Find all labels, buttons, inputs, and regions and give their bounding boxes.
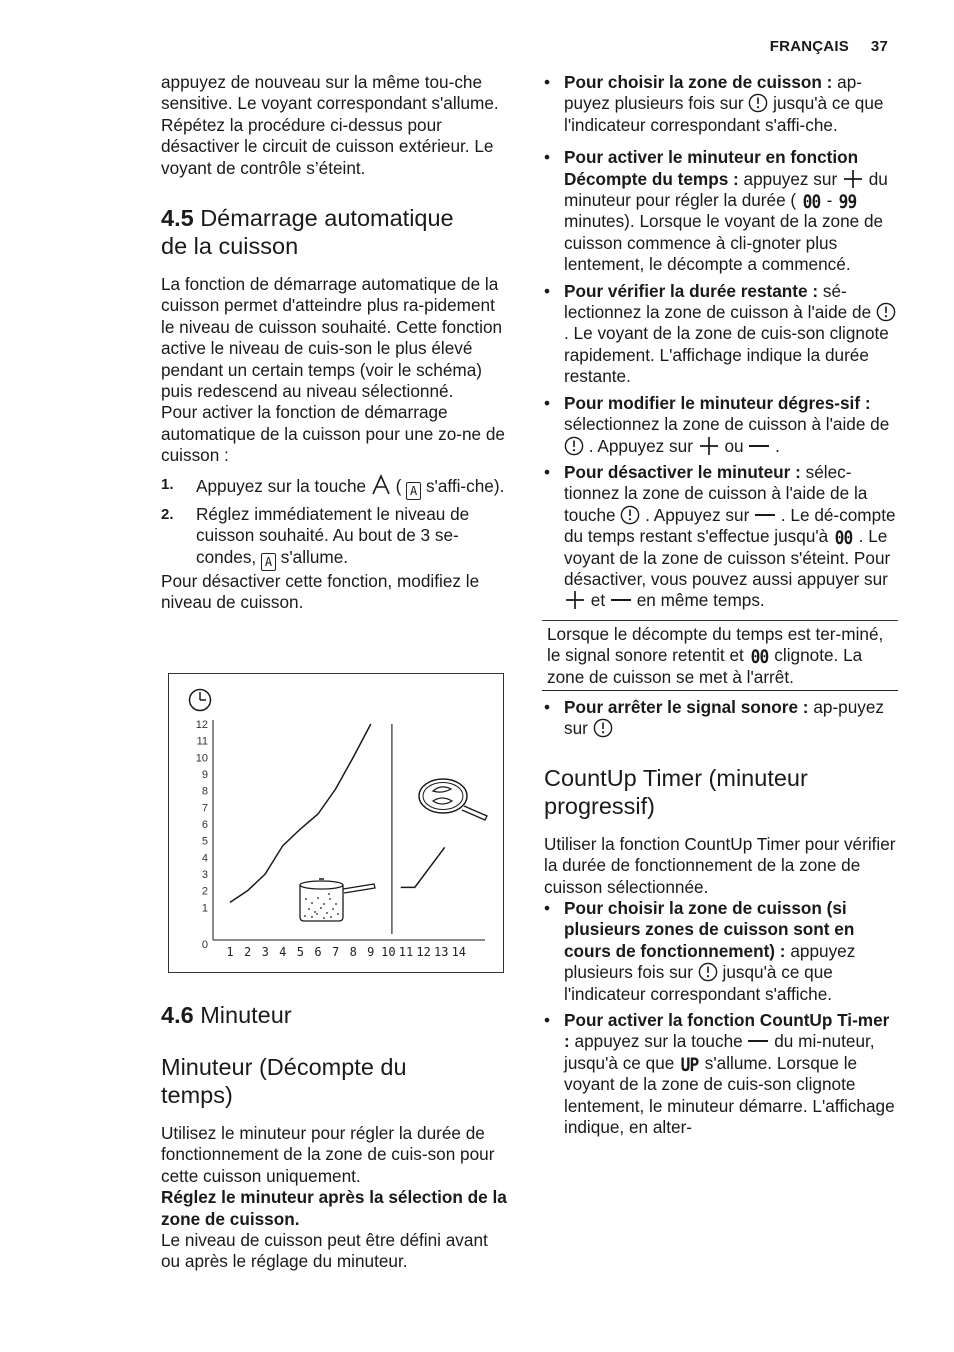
- autostart-steps: [161, 474, 511, 571]
- bullet-text: du mi-nuteur, jusqu'à ce que: [564, 1031, 875, 1073]
- step-text: s'allume.: [280, 546, 349, 567]
- timer-paragraph-1: Utilisez le minuteur pour régler la durée de fonctionnement de la zone de cuis-son pour cette cuisson uniquement.: [161, 1123, 495, 1186]
- step-number: 2.: [161, 505, 174, 523]
- step-1: [161, 474, 511, 500]
- bullet-text: s'allume. Lorsque le voyant de la zone de cuis-son clignote lentement, le minuteur démarre. L'affichage indique, en alter-: [564, 1052, 895, 1138]
- y-tick-label: 9: [201, 769, 208, 781]
- autostart-paragraph-1: La fonction de démarrage automatique de la cuisson permet d'atteindre plus ra-pidement le niveau de cuisson souhaité. Cette fonction active le niveau de cuis-son le plus élevé pendant un certain temps (voir le schéma) puis redescend au niveau sélectionné.: [161, 274, 503, 402]
- x-tick-label: 13: [433, 945, 449, 959]
- display-99: 99: [838, 191, 857, 214]
- y-tick-label: 3: [201, 869, 208, 881]
- heading-line1: CountUp Timer (minuteur: [544, 764, 808, 791]
- y-tick-label: 0: [201, 939, 208, 951]
- right-column: [544, 72, 896, 1138]
- countup-bullets: [544, 898, 896, 1138]
- bullet-countup-choose-zone: [544, 898, 896, 1005]
- bullet-bold: Pour désactiver le minuteur :: [564, 461, 801, 482]
- y-tick-label: 2: [201, 885, 208, 898]
- display-00: 00: [834, 527, 853, 550]
- y-tick-label: 6: [201, 819, 208, 831]
- step-text: Appuyez sur la touche: [196, 475, 367, 496]
- bullet-text: et: [590, 590, 606, 611]
- bullet-bold: Pour vérifier la durée restante :: [564, 280, 819, 301]
- x-tick-label: 8: [349, 945, 357, 959]
- timer-paragraph-bold: Réglez le minuteur après la sélection de la zone de cuisson.: [161, 1187, 507, 1229]
- bullet-text: en même temps.: [636, 590, 765, 611]
- subheading-line1: Minuteur (Décompte du: [161, 1054, 407, 1080]
- left-column: [161, 72, 511, 613]
- bullet-text: . Le voyant de la zone de cuis-son clignote rapidement. L'affichage indique la durée restante.: [564, 323, 889, 387]
- timer-key-icon: [564, 436, 584, 456]
- bullet-text: appuyez plusieurs fois sur: [564, 940, 856, 983]
- a-display-icon: A: [406, 482, 421, 500]
- section-number: 4.6: [161, 1002, 194, 1028]
- intro-paragraph-1: appuyez de nouveau sur la même tou-che sensitive. Le voyant correspondant s'allume.: [161, 72, 499, 114]
- autostart-paragraph-3: Pour désactiver cette fonction, modifiez le niveau de cuisson.: [161, 570, 480, 612]
- step-text: Réglez immédiatement le niveau de cuisson souhaité. Au bout de 3 se-condes,: [196, 503, 470, 567]
- note-text: Lorsque le décompte du temps est ter-miné, le signal sonore retentit et: [547, 623, 884, 666]
- countup-paragraph: Utiliser la fonction CountUp Timer pour vérifier la durée de fonctionnement de la zone de cuisson sélectionnée.: [544, 833, 896, 897]
- bullet-text: appuyez sur la touche: [574, 1031, 743, 1052]
- bullet-modify-timer: [544, 393, 896, 457]
- x-tick-label: 1: [226, 945, 234, 959]
- page-header: [770, 38, 888, 55]
- y-tick-label: 11: [196, 735, 208, 748]
- bullet-text: .: [775, 435, 780, 456]
- bullet-bold: Pour activer le minuteur en fonction Décompte du temps :: [564, 147, 859, 189]
- y-tick-label: 12: [195, 719, 208, 731]
- plus-icon: [564, 590, 586, 610]
- y-tick-label: 1: [201, 902, 208, 915]
- note-text: clignote. La zone de cuisson se met à l'arrêt.: [547, 645, 863, 687]
- bullet-deactivate-timer: [544, 462, 896, 612]
- bullet-check-remaining: [544, 281, 896, 388]
- section-4-5-heading: [161, 204, 511, 260]
- bullet-text: -: [826, 190, 833, 211]
- timer-bullets: [544, 72, 896, 612]
- page-number: 37: [870, 38, 888, 55]
- timer-key-icon: [620, 505, 640, 525]
- frying-pan-icon: [419, 779, 487, 820]
- timer-paragraph-3: Le niveau de cuisson peut être défini avant ou après le réglage du minuteur.: [161, 1230, 488, 1272]
- series-line-1: [230, 724, 371, 902]
- bullet-activate-countdown: [544, 147, 896, 275]
- minus-icon: [754, 505, 776, 525]
- step-text: (: [395, 475, 402, 496]
- countdown-subheading: [161, 1053, 511, 1109]
- heading-line2: progressif): [544, 792, 656, 819]
- bullet-text: ap-puyez plusieurs fois sur: [564, 72, 862, 114]
- bullet-text: ap-puyez sur: [564, 696, 885, 739]
- x-tick-label: 6: [314, 945, 322, 959]
- timer-key-icon: [876, 302, 896, 322]
- bullet-text: du minuteur pour régler la durée (: [564, 168, 888, 211]
- bullet-bold: Pour arrêter le signal sonore :: [564, 696, 809, 717]
- language-label: FRANÇAIS: [769, 38, 849, 55]
- bullet-text: . Appuyez sur: [588, 435, 693, 456]
- timer-key-icon: [593, 718, 613, 738]
- section-title: Minuteur: [200, 1002, 292, 1028]
- minus-icon: [610, 590, 632, 610]
- x-tick-label: 7: [331, 945, 340, 959]
- bullet-text: jusqu'à ce que l'indicateur correspondant s'affi-che.: [564, 93, 884, 135]
- step-text: s'affi-che).: [425, 475, 505, 496]
- bullet-bold: Pour choisir la zone de cuisson :: [564, 72, 833, 92]
- y-tick-label: 7: [201, 802, 208, 815]
- autostart-chart-svg: [169, 674, 503, 972]
- bullet-text: appuyez sur: [743, 168, 838, 189]
- section-title-line2: de la cuisson: [161, 233, 299, 260]
- bullet-stop-signal: [544, 697, 896, 740]
- y-tick-label: 5: [201, 835, 208, 848]
- timer-key-icon: [748, 93, 768, 113]
- a-key-icon: [371, 474, 391, 496]
- bullet-text: minutes). Lorsque le voyant de la zone de cuisson commence à cli-gnoter plus lentement, le décompte a commencé.: [564, 211, 884, 275]
- x-tick-label: 3: [261, 945, 269, 959]
- display-up: UP: [680, 1053, 699, 1076]
- display-00: 00: [802, 191, 821, 214]
- bullet-text: . Le dé-compte du temps restant s'effectue jusqu'à: [564, 504, 896, 547]
- bullet-text: sélectionnez la zone de cuisson à l'aide de: [564, 414, 890, 435]
- signal-bullets: [544, 697, 896, 740]
- x-tick-label: 12: [416, 945, 431, 959]
- y-tick-label: 10: [195, 752, 208, 765]
- minus-icon: [747, 1031, 769, 1051]
- section-number: 4.5: [161, 205, 194, 232]
- step-number: 1.: [161, 475, 174, 493]
- section-4-6: [161, 1001, 511, 1273]
- countup-heading: [544, 764, 896, 820]
- bullet-text: sé-lectionnez la zone de cuisson à l'aide de: [564, 280, 872, 323]
- x-tick-label: 10: [381, 945, 396, 959]
- x-tick-label: 4: [279, 945, 287, 959]
- step-2: [161, 504, 511, 571]
- bullet-bold: Pour choisir la zone de cuisson (si plusieurs zones de cuisson sont en cours de fonctionnement) :: [564, 898, 855, 961]
- autostart-chart: [168, 673, 504, 973]
- bullet-text: sélec-tionnez la zone de cuisson à l'aide de la touche: [564, 461, 868, 525]
- section-title-line1: Démarrage automatique: [200, 205, 454, 232]
- section-4-6-heading: [161, 1001, 511, 1029]
- clock-icon: [190, 690, 211, 711]
- plus-icon: [698, 436, 720, 456]
- bullet-bold: Pour activer la fonction CountUp Ti-mer :: [564, 1010, 890, 1052]
- display-00: 00: [750, 646, 768, 669]
- plus-icon: [842, 169, 864, 189]
- x-tick-label: 2: [243, 945, 252, 959]
- bullet-text: ou: [724, 435, 744, 456]
- bullet-text: . Appuyez sur: [645, 504, 750, 525]
- autostart-paragraph-2: Pour activer la fonction de démarrage automatique de la cuisson pour une zo-ne de cuisson :: [161, 402, 505, 466]
- intro-paragraph-2: Répétez la procédure ci-dessus pour désactiver le circuit de cuisson extérieur. Le voyant de contrôle s’éteint.: [161, 114, 494, 178]
- pot-icon: [300, 879, 375, 921]
- bullet-bold: Pour modifier le minuteur dégres-sif :: [564, 392, 871, 413]
- x-tick-label: 5: [296, 945, 305, 959]
- bullet-text: jusqu'à ce que l'indicateur correspondant s'affiche.: [564, 962, 833, 1004]
- a-display-icon: A: [261, 553, 276, 571]
- bullet-text: . Le voyant de la zone de cuisson s'éteint. Pour désactiver, vous pouvez aussi appuyer sur: [564, 526, 891, 589]
- y-tick-label: 4: [201, 852, 208, 865]
- countdown-end-note: [542, 620, 898, 691]
- bullet-choose-zone: [544, 72, 896, 136]
- minus-icon: [748, 436, 770, 456]
- x-tick-label: 14: [451, 945, 467, 959]
- bullet-countup-activate: [544, 1010, 896, 1138]
- x-tick-label: 9: [367, 945, 375, 959]
- subheading-line2: temps): [161, 1082, 233, 1108]
- y-tick-label: 8: [201, 785, 208, 798]
- timer-key-icon: [698, 962, 718, 982]
- series-line-2: [401, 847, 445, 887]
- x-tick-label: 11: [398, 945, 414, 959]
